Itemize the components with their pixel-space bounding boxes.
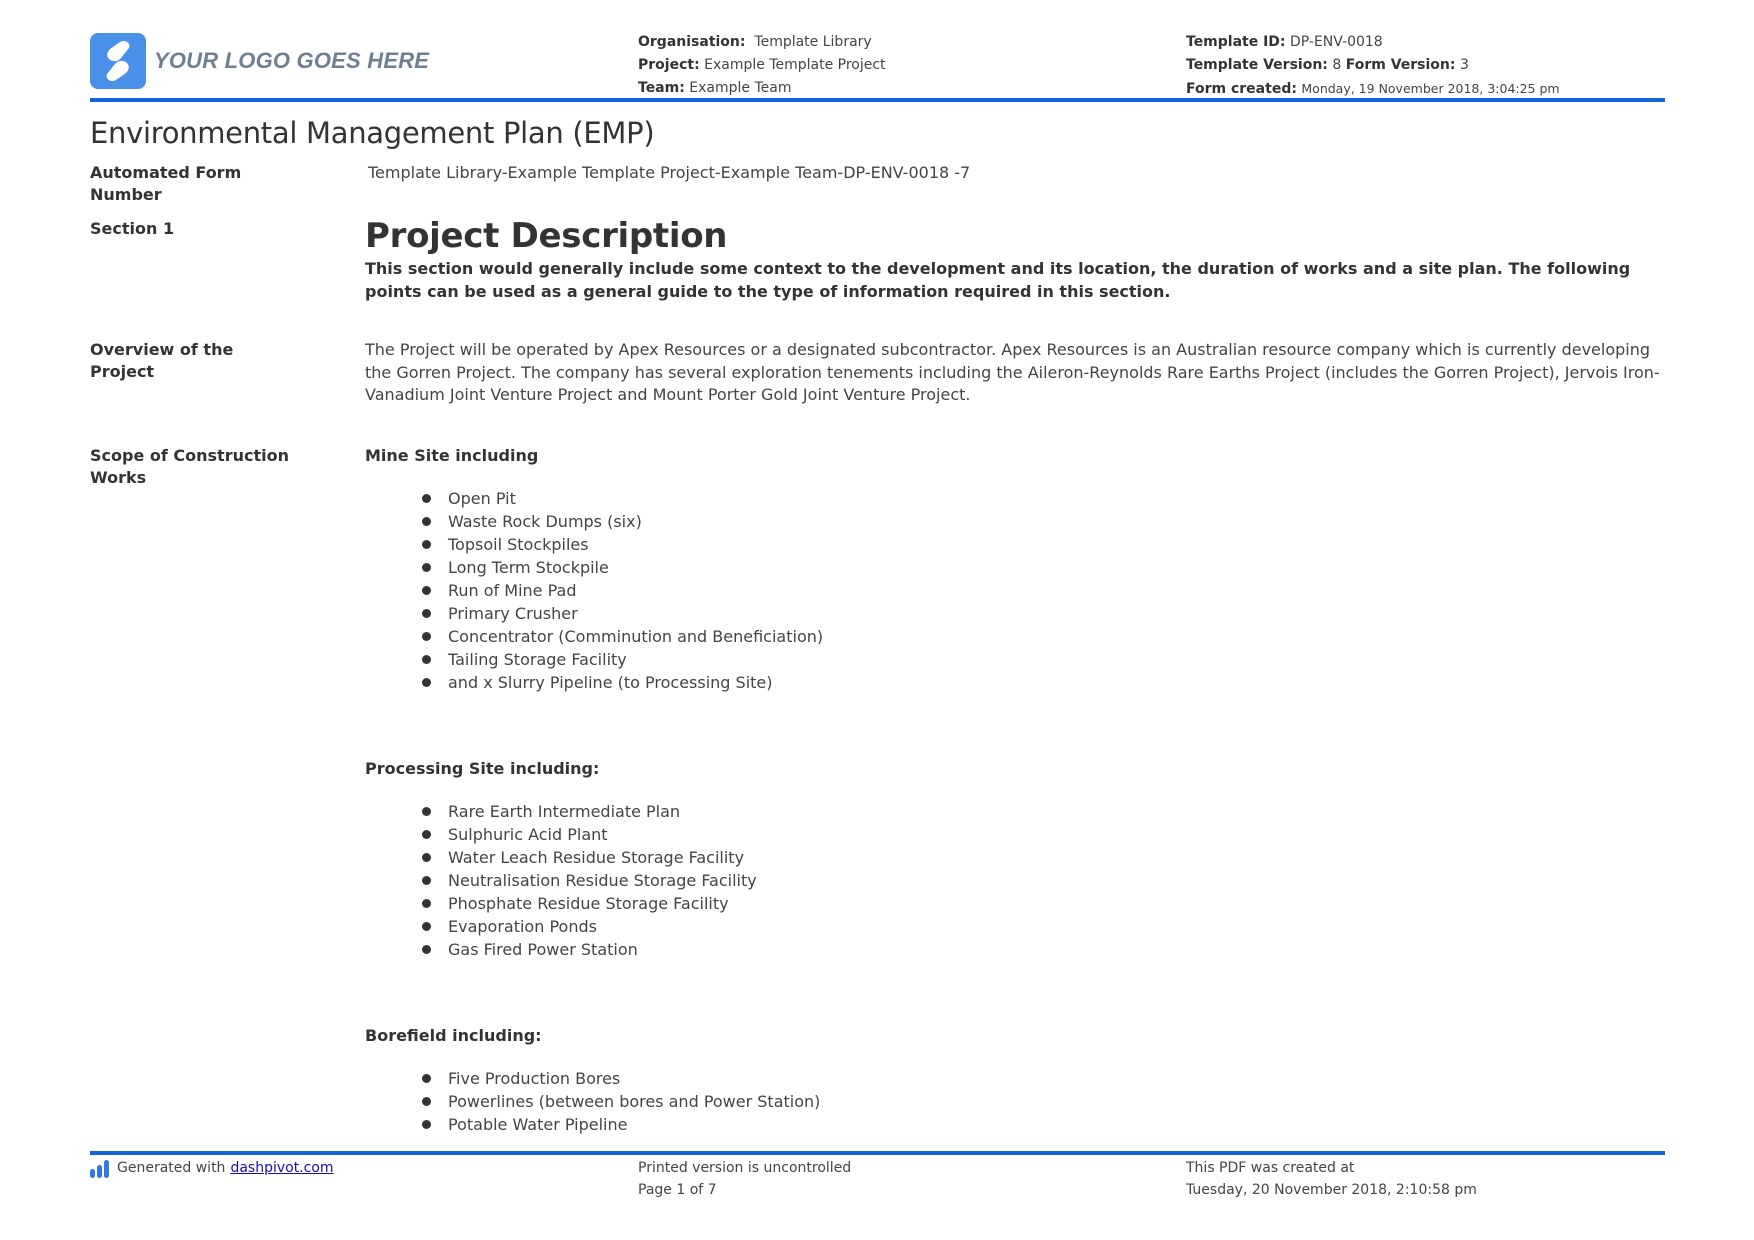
list-item: Neutralisation Residue Storage Facility <box>420 869 1665 892</box>
form-created-label: Form created: <box>1186 81 1297 97</box>
logo <box>90 33 429 89</box>
organisation-value: Template Library <box>754 34 872 50</box>
list-item: Rare Earth Intermediate Plan <box>420 800 1665 823</box>
footer-page-info <box>638 1158 851 1201</box>
logo-text: YOUR LOGO GOES HERE <box>154 48 430 73</box>
page-header <box>90 28 1665 98</box>
bullet-icon <box>422 517 431 526</box>
dashpivot-link[interactable]: dashpivot.com <box>230 1160 334 1176</box>
team-label: Team: <box>638 80 685 96</box>
dashpivot-logo-icon <box>90 1160 109 1178</box>
list-item: Phosphate Residue Storage Facility <box>420 892 1665 915</box>
list-item: Five Production Bores <box>420 1067 1665 1090</box>
list-item: Gas Fired Power Station <box>420 938 1665 961</box>
page-number: Page 1 of 7 <box>638 1181 717 1198</box>
team-value: Example Team <box>689 80 792 96</box>
version-line <box>1186 54 1560 77</box>
overview-label: Overview of the Project <box>90 340 234 381</box>
scope-group-borefield <box>365 1025 1665 1136</box>
bullet-icon <box>422 609 431 618</box>
bullet-icon <box>422 563 431 572</box>
list-item: Run of Mine Pad <box>420 579 1665 602</box>
bullet-icon <box>422 922 431 931</box>
bullet-icon <box>422 807 431 816</box>
bullet-icon <box>422 1120 431 1129</box>
bullet-icon <box>422 632 431 641</box>
list-item: Primary Crusher <box>420 602 1665 625</box>
list-item: Waste Rock Dumps (six) <box>420 510 1665 533</box>
pdf-created-value: Tuesday, 20 November 2018, 2:10:58 pm <box>1186 1181 1477 1198</box>
bullet-list <box>365 1067 1665 1136</box>
template-id-line <box>1186 31 1560 54</box>
form-number-value: Template Library-Example Template Project-Example Team-DP-ENV-0018 -7 <box>368 163 971 182</box>
list-item: Long Term Stockpile <box>420 556 1665 579</box>
scope-group-mine-site <box>365 445 1665 694</box>
bullet-icon <box>422 655 431 664</box>
section-description: This section would generally include some context to the development and its location, the duration of works and a site plan. The following points can be used as a general guide to the type of information required in this section. <box>365 259 1631 301</box>
list-item: Concentrator (Comminution and Beneficiation) <box>420 625 1665 648</box>
project-line <box>638 54 886 77</box>
list-item: and x Slurry Pipeline (to Processing Site) <box>420 671 1665 694</box>
document-title: Environmental Management Plan (EMP) <box>90 116 655 150</box>
bullet-icon <box>422 853 431 862</box>
list-item: Topsoil Stockpiles <box>420 533 1665 556</box>
bullet-icon <box>422 1097 431 1106</box>
scope-group-heading: Borefield including: <box>365 1026 542 1045</box>
footer-pdf-created <box>1186 1158 1477 1201</box>
bullet-icon <box>422 899 431 908</box>
list-item: Powerlines (between bores and Power Station) <box>420 1090 1665 1113</box>
overview-text: The Project will be operated by Apex Resources or a designated subcontractor. Apex Resources is an Australian resource company which is currently developing the Gorren Project. The company has several exploration tenements including the Aileron-Reynolds Rare Earths Project (includes the Gorren Project), Jervois Iron-Vanadium Joint Venture Project and Mount Porter Gold Joint Venture Project. <box>365 340 1660 404</box>
organisation-label: Organisation: <box>638 34 746 50</box>
template-version-value: 8 <box>1332 57 1342 73</box>
template-id-label: Template ID: <box>1186 34 1286 50</box>
header-meta-template <box>1186 31 1560 101</box>
list-item: Open Pit <box>420 487 1665 510</box>
form-version-value: 3 <box>1459 57 1469 73</box>
bullet-icon <box>422 678 431 687</box>
list-item: Potable Water Pipeline <box>420 1113 1665 1136</box>
scope-group-heading: Processing Site including: <box>365 759 600 778</box>
footer-divider <box>90 1151 1665 1155</box>
form-created-value: Monday, 19 November 2018, 3:04:25 pm <box>1301 81 1560 96</box>
list-item: Tailing Storage Facility <box>420 648 1665 671</box>
bullet-icon <box>422 830 431 839</box>
list-item: Water Leach Residue Storage Facility <box>420 846 1665 869</box>
bullet-icon <box>422 945 431 954</box>
generated-text: Generated with <box>117 1160 226 1176</box>
bullet-icon <box>422 586 431 595</box>
uncontrolled-notice: Printed version is uncontrolled <box>638 1160 852 1176</box>
template-id-value: DP-ENV-0018 <box>1289 34 1383 50</box>
template-version-label: Template Version: <box>1186 57 1328 73</box>
logo-icon <box>90 33 146 89</box>
scope-label: Scope of Construction Works <box>90 446 289 487</box>
scope-group-processing-site <box>365 758 1665 961</box>
footer-generated <box>90 1158 334 1180</box>
project-value: Example Template Project <box>704 57 886 73</box>
header-meta-project <box>638 31 886 100</box>
organisation-line <box>638 31 886 54</box>
header-divider <box>90 98 1665 102</box>
scope-content <box>365 445 1665 1136</box>
form-version-label: Form Version: <box>1345 57 1456 73</box>
bullet-icon <box>422 494 431 503</box>
bullet-icon <box>422 1074 431 1083</box>
list-item: Evaporation Ponds <box>420 915 1665 938</box>
pdf-created-label: This PDF was created at <box>1186 1160 1355 1176</box>
section-heading: Project Description <box>365 216 728 256</box>
bullet-icon <box>422 876 431 885</box>
bullet-list <box>365 800 1665 961</box>
team-line <box>638 77 886 100</box>
project-label: Project: <box>638 57 700 73</box>
section-label: Section 1 <box>90 219 175 238</box>
section-content <box>365 216 1665 303</box>
bullet-icon <box>422 540 431 549</box>
bullet-list <box>365 487 1665 694</box>
list-item: Sulphuric Acid Plant <box>420 823 1665 846</box>
scope-group-heading: Mine Site including <box>365 446 539 465</box>
form-number-label: Automated Form Number <box>90 163 242 204</box>
